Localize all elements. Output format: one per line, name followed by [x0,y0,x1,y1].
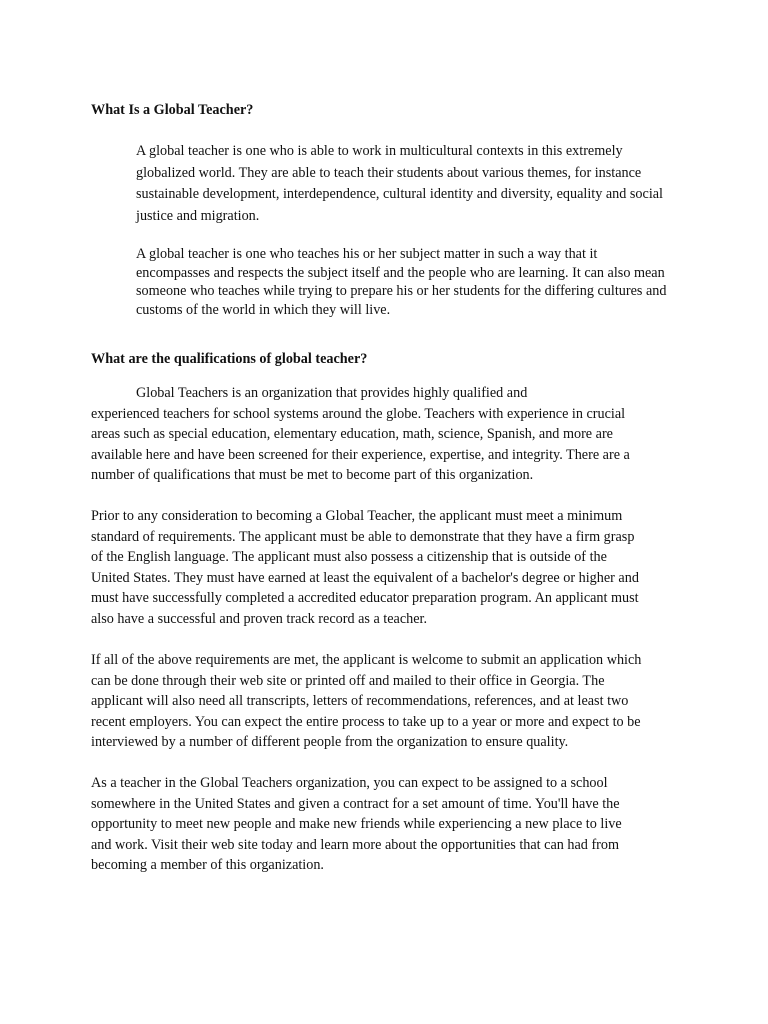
paragraph-line: A global teacher is one who teaches his or her subject matter in such a way that it [136,246,598,262]
paragraph-line: sustainable development, interdependence, cultural identity and diversity, equality and social [136,186,664,202]
paragraph-line: interviewed by a number of different people from the organization to ensure quality. [91,734,569,751]
paragraph-line: If all of the above requirements are met, the applicant is welcome to submit an application which [91,652,642,668]
paragraph-line: of the English language. The applicant must also possess a citizenship that is outside of the [91,549,607,566]
paragraph-line: can be done through their web site or printed off and mailed to their office in Georgia. The [91,672,605,689]
paragraph-line: opportunity to meet new people and make new friends while experiencing a new place to live [91,816,622,833]
paragraph-line: applicant will also need all transcripts, letters of recommendations, references, and at least two [91,693,629,710]
paragraph-line: customs of the world in which they will live. [136,301,391,318]
paragraph-line: United States. They must have earned at least the equivalent of a bachelor's degree or higher and [91,569,639,586]
paragraph-line: recent employers. You can expect the entire process to take up to a year or more and expect to be [91,713,641,730]
paragraph-line: Global Teachers is an organization that provides highly qualified and [136,385,528,401]
paragraph-assignment [91,773,681,876]
paragraph-line: justice and migration. [136,207,260,224]
paragraph-line: available here and have been screened for their experience, expertise, and integrity. There are a [91,446,630,463]
paragraph-line: globalized world. They are able to teach their students about various themes, for instance [136,164,642,181]
paragraph-line: becoming a member of this organization. [91,857,324,874]
section-heading-what-is-global-teacher: What Is a Global Teacher? [91,102,254,118]
paragraph-line: areas such as special education, elementary education, math, science, Spanish, and more are [91,426,613,443]
paragraph-line: number of qualifications that must be met to become part of this organization. [91,467,534,484]
paragraph-subject-matter [91,245,681,319]
paragraph-organization [91,383,681,486]
paragraph-line: encompasses and respects the subject itself and the people who are learning. It can also mean [136,264,665,281]
paragraph-requirements [91,506,681,630]
paragraph-line: standard of requirements. The applicant must be able to demonstrate that they have a firm grasp [91,528,635,545]
paragraph-line: As a teacher in the Global Teachers organization, you can expect to be assigned to a school [91,775,608,791]
paragraph-line: experienced teachers for school systems around the globe. Teachers with experience in crucial [91,405,626,422]
paragraph-line: must have successfully completed a accredited educator preparation program. An applicant must [91,590,639,607]
paragraph-line: somewhere in the United States and given a contract for a set amount of time. You'll have the [91,795,620,812]
paragraph-line: someone who teaches while trying to prepare his or her students for the differing cultures and [136,283,667,299]
paragraph-line: Prior to any consideration to becoming a Global Teacher, the applicant must meet a minimum [91,508,623,524]
paragraph-application [91,650,681,753]
paragraph-definition [91,141,681,227]
section-heading-qualifications: What are the qualifications of global teacher? [91,351,368,367]
paragraph-line: also have a successful and proven track record as a teacher. [91,610,428,627]
paragraph-line: and work. Visit their web site today and learn more about the opportunities that can had from [91,836,620,853]
paragraph-line: A global teacher is one who is able to work in multicultural contexts in this extremely [136,143,623,159]
